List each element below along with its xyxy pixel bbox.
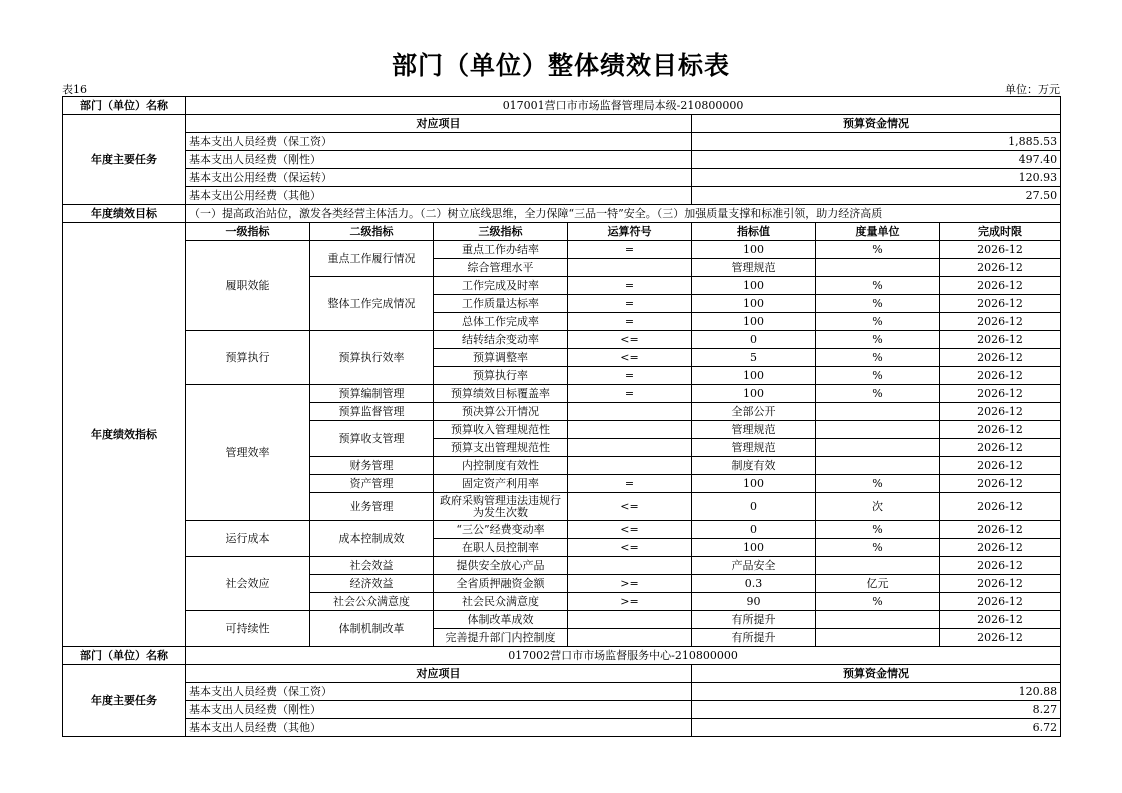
unit-cell: % — [816, 593, 940, 611]
level3-cell: 综合管理水平 — [434, 259, 568, 277]
value-cell: 100 — [692, 385, 816, 403]
operator-cell: = — [568, 241, 692, 259]
item-header: 对应项目 — [186, 665, 692, 683]
operator-cell — [568, 611, 692, 629]
level2-cell: 整体工作完成情况 — [310, 277, 434, 331]
col-header: 完成时限 — [940, 223, 1061, 241]
col-header: 二级指标 — [310, 223, 434, 241]
level3-cell: 总体工作完成率 — [434, 313, 568, 331]
value-cell: 100 — [692, 475, 816, 493]
table-row — [63, 557, 1061, 575]
task-label: 年度主要任务 — [63, 115, 186, 205]
level2-cell: 预算收支管理 — [310, 421, 434, 457]
col-header: 一级指标 — [186, 223, 310, 241]
level3-cell: 预算绩效目标覆盖率 — [434, 385, 568, 403]
table-row — [63, 521, 1061, 539]
value-cell: 有所提升 — [692, 629, 816, 647]
table-row — [63, 683, 1061, 701]
table-row — [63, 719, 1061, 737]
level2-cell: 预算监督管理 — [310, 403, 434, 421]
dept-row — [63, 97, 1061, 115]
level2-cell: 社会公众满意度 — [310, 593, 434, 611]
task-amount: 497.40 — [692, 151, 1061, 169]
level3-cell: 工作完成及时率 — [434, 277, 568, 295]
operator-cell: >= — [568, 575, 692, 593]
level1-cell: 社会效应 — [186, 557, 310, 611]
value-cell: 100 — [692, 241, 816, 259]
level3-cell: 工作质量达标率 — [434, 295, 568, 313]
unit-label: 单位：万元 — [1005, 83, 1060, 96]
dept-name: 017001营口市市场监督管理局本级-210800000 — [186, 97, 1061, 115]
table-row — [63, 611, 1061, 629]
operator-cell — [568, 421, 692, 439]
task-amount: 6.72 — [692, 719, 1061, 737]
task-name: 基本支出人员经费（其他） — [186, 719, 692, 737]
operator-cell: <= — [568, 539, 692, 557]
value-cell: 0 — [692, 331, 816, 349]
goal-text: （一）提高政治站位，激发各类经营主体活力。（二）树立底线思维，全力保障“三品一特”安全。（三）加强质量支撑和标准引领，助力经济高质 — [186, 205, 1061, 223]
unit-cell: % — [816, 277, 940, 295]
due-cell: 2026-12 — [940, 421, 1061, 439]
task-label: 年度主要任务 — [63, 665, 186, 737]
operator-cell — [568, 629, 692, 647]
value-cell: 90 — [692, 593, 816, 611]
level2-cell: 财务管理 — [310, 457, 434, 475]
value-cell: 产品安全 — [692, 557, 816, 575]
unit-cell — [816, 457, 940, 475]
level2-cell: 经济效益 — [310, 575, 434, 593]
due-cell: 2026-12 — [940, 259, 1061, 277]
unit-cell: % — [816, 367, 940, 385]
level2-cell: 预算执行效率 — [310, 331, 434, 385]
level1-cell: 可持续性 — [186, 611, 310, 647]
operator-cell — [568, 457, 692, 475]
value-cell: 有所提升 — [692, 611, 816, 629]
dept-label: 部门（单位）名称 — [63, 647, 186, 665]
budget-header: 预算资金情况 — [692, 665, 1061, 683]
level3-cell: 预算支出管理规范性 — [434, 439, 568, 457]
operator-cell — [568, 259, 692, 277]
task-name: 基本支出人员经费（保工资） — [186, 133, 692, 151]
table-row — [63, 169, 1061, 187]
table-row — [63, 241, 1061, 259]
due-cell: 2026-12 — [940, 593, 1061, 611]
value-cell: 管理规范 — [692, 421, 816, 439]
dept-label: 部门（单位）名称 — [63, 97, 186, 115]
due-cell: 2026-12 — [940, 493, 1061, 521]
unit-cell: % — [816, 521, 940, 539]
level2-cell: 业务管理 — [310, 493, 434, 521]
task-amount: 1,885.53 — [692, 133, 1061, 151]
level3-cell: 提供安全放心产品 — [434, 557, 568, 575]
level1-cell: 管理效率 — [186, 385, 310, 521]
unit-cell: % — [816, 349, 940, 367]
operator-cell — [568, 403, 692, 421]
indicator-label: 年度绩效指标 — [63, 223, 186, 647]
unit-cell: % — [816, 385, 940, 403]
col-header: 三级指标 — [434, 223, 568, 241]
level2-cell: 成本控制成效 — [310, 521, 434, 557]
task-amount: 8.27 — [692, 701, 1061, 719]
due-cell: 2026-12 — [940, 557, 1061, 575]
level3-cell: 重点工作办结率 — [434, 241, 568, 259]
due-cell: 2026-12 — [940, 611, 1061, 629]
budget-header: 预算资金情况 — [692, 115, 1061, 133]
operator-cell: = — [568, 313, 692, 331]
goal-row — [63, 205, 1061, 223]
value-cell: 0.3 — [692, 575, 816, 593]
value-cell: 100 — [692, 277, 816, 295]
unit-cell: % — [816, 539, 940, 557]
table-row — [63, 385, 1061, 403]
value-cell: 0 — [692, 493, 816, 521]
unit-cell: % — [816, 241, 940, 259]
task-header-row — [63, 115, 1061, 133]
level2-cell: 社会效益 — [310, 557, 434, 575]
value-cell: 0 — [692, 521, 816, 539]
operator-cell: = — [568, 385, 692, 403]
task-amount: 120.88 — [692, 683, 1061, 701]
due-cell: 2026-12 — [940, 403, 1061, 421]
level3-cell: 社会民众满意度 — [434, 593, 568, 611]
due-cell: 2026-12 — [940, 629, 1061, 647]
operator-cell: = — [568, 277, 692, 295]
operator-cell: <= — [568, 349, 692, 367]
operator-cell: >= — [568, 593, 692, 611]
item-header: 对应项目 — [186, 115, 692, 133]
value-cell: 100 — [692, 539, 816, 557]
level3-cell: 固定资产利用率 — [434, 475, 568, 493]
due-cell: 2026-12 — [940, 575, 1061, 593]
performance-table — [62, 96, 1061, 737]
level2-cell: 预算编制管理 — [310, 385, 434, 403]
level2-cell: 重点工作履行情况 — [310, 241, 434, 277]
dept-name: 017002营口市市场监督服务中心-210800000 — [186, 647, 1061, 665]
due-cell: 2026-12 — [940, 349, 1061, 367]
level1-cell: 运行成本 — [186, 521, 310, 557]
unit-cell — [816, 259, 940, 277]
level3-cell: 在职人员控制率 — [434, 539, 568, 557]
unit-cell — [816, 557, 940, 575]
value-cell: 100 — [692, 313, 816, 331]
operator-cell: <= — [568, 331, 692, 349]
task-amount: 27.50 — [692, 187, 1061, 205]
due-cell: 2026-12 — [940, 439, 1061, 457]
due-cell: 2026-12 — [940, 367, 1061, 385]
level3-cell: 预算收入管理规范性 — [434, 421, 568, 439]
due-cell: 2026-12 — [940, 521, 1061, 539]
level1-cell: 履职效能 — [186, 241, 310, 331]
table-row — [63, 331, 1061, 349]
operator-cell — [568, 557, 692, 575]
table-row — [63, 187, 1061, 205]
level3-cell: 完善提升部门内控制度 — [434, 629, 568, 647]
operator-cell: = — [568, 295, 692, 313]
task-header-row — [63, 665, 1061, 683]
indicator-header-row — [63, 223, 1061, 241]
level3-cell: 预决算公开情况 — [434, 403, 568, 421]
level2-cell: 资产管理 — [310, 475, 434, 493]
value-cell: 管理规范 — [692, 259, 816, 277]
unit-cell: % — [816, 313, 940, 331]
level3-cell: 预算执行率 — [434, 367, 568, 385]
unit-cell: % — [816, 331, 940, 349]
level3-cell: 预算调整率 — [434, 349, 568, 367]
page-title: 部门（单位）整体绩效目标表 — [391, 51, 730, 80]
value-cell: 100 — [692, 367, 816, 385]
due-cell: 2026-12 — [940, 475, 1061, 493]
unit-cell — [816, 629, 940, 647]
level3-cell: 政府采购管理违法违规行为发生次数 — [434, 493, 568, 521]
level1-cell: 预算执行 — [186, 331, 310, 385]
level3-cell: 内控制度有效性 — [434, 457, 568, 475]
due-cell: 2026-12 — [940, 385, 1061, 403]
due-cell: 2026-12 — [940, 457, 1061, 475]
value-cell: 100 — [692, 295, 816, 313]
due-cell: 2026-12 — [940, 539, 1061, 557]
unit-cell — [816, 439, 940, 457]
level3-cell: 结转结余变动率 — [434, 331, 568, 349]
dept-row — [63, 647, 1061, 665]
value-cell: 全部公开 — [692, 403, 816, 421]
table-row — [63, 151, 1061, 169]
col-header: 指标值 — [692, 223, 816, 241]
task-name: 基本支出人员经费（保工资） — [186, 683, 692, 701]
task-name: 基本支出人员经费（刚性） — [186, 151, 692, 169]
unit-cell: % — [816, 295, 940, 313]
task-name: 基本支出公用经费（其他） — [186, 187, 692, 205]
col-header: 运算符号 — [568, 223, 692, 241]
due-cell: 2026-12 — [940, 241, 1061, 259]
operator-cell: <= — [568, 521, 692, 539]
value-cell: 5 — [692, 349, 816, 367]
operator-cell: = — [568, 367, 692, 385]
table-body — [63, 97, 1061, 737]
level3-cell: “三公”经费变动率 — [434, 521, 568, 539]
unit-cell: 亿元 — [816, 575, 940, 593]
unit-cell — [816, 611, 940, 629]
value-cell: 制度有效 — [692, 457, 816, 475]
level3-cell: 全省质押融资金额 — [434, 575, 568, 593]
table-row — [63, 701, 1061, 719]
due-cell: 2026-12 — [940, 295, 1061, 313]
value-cell: 管理规范 — [692, 439, 816, 457]
unit-cell: 次 — [816, 493, 940, 521]
table-row — [63, 133, 1061, 151]
table-number: 表16 — [62, 83, 87, 96]
task-amount: 120.93 — [692, 169, 1061, 187]
task-name: 基本支出公用经费（保运转） — [186, 169, 692, 187]
due-cell: 2026-12 — [940, 313, 1061, 331]
operator-cell: <= — [568, 493, 692, 521]
col-header: 度量单位 — [816, 223, 940, 241]
unit-cell — [816, 421, 940, 439]
due-cell: 2026-12 — [940, 331, 1061, 349]
level2-cell: 体制机制改革 — [310, 611, 434, 647]
due-cell: 2026-12 — [940, 277, 1061, 295]
operator-cell — [568, 439, 692, 457]
operator-cell: = — [568, 475, 692, 493]
task-name: 基本支出人员经费（刚性） — [186, 701, 692, 719]
goal-label: 年度绩效目标 — [63, 205, 186, 223]
level3-cell: 体制改革成效 — [434, 611, 568, 629]
unit-cell — [816, 403, 940, 421]
unit-cell: % — [816, 475, 940, 493]
